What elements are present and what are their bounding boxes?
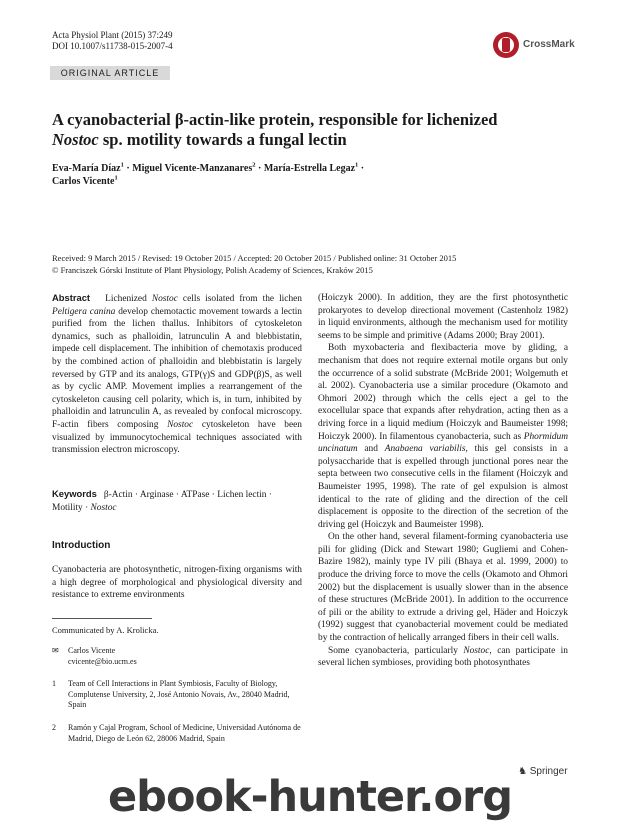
publication-dates [52, 252, 572, 276]
author-name[interactable]: Carlos Vicente [52, 176, 115, 187]
abstract: Abstract Lichenized Nostoc cells isolated from the lichen Peltigera canina develop chemotactic movement towards a lectin purified from the lichen thallus. Inhibitors of cytoskeleton dynamics, such as phalloidin, latrunculin A and blebbistatin, impede cell displacement. The inhibition of chemotaxis produced by the combined action of phalloidin and blebbistatin is largely reversed by GTP and its analogs, GTP(γ)S and GDP(β)S, as well as by cyclic AMP. Movement implies a rearrangement of the cytoskeleton causing cell polarity, which is, in turn, inhibited by phalloidin and latrunculin A, as revealed by confocal microscopy. F-actin fibers composing Nostoc cytoskeleton have been visualized by immunocytochemical techniques associated with transmission electron microscopy. [52, 292, 302, 456]
publisher-logo: ♞ Springer [518, 766, 568, 777]
author-name[interactable]: Eva-María Díaz [52, 163, 121, 174]
crossmark-badge[interactable] [493, 32, 573, 58]
author-name[interactable]: Miguel Vicente-Manzanares [132, 163, 253, 174]
author-list: Eva-María Díaz$^1$ · Miguel Vicente-Manzanares$^2$ · María-Estrella Legaz$^1$ · Carlos Vicente$^1$ [52, 161, 365, 187]
doi[interactable]: DOI 10.1007/s11738-015-2007-4 [52, 41, 173, 51]
affiliation: 1 Team of Cell Interactions in Plant Symbiosis, Faculty of Biology, Complutense University, 2, José Antonio Novais, Av., 28040 Madrid, Spain [52, 679, 290, 709]
keywords-label: Keywords [52, 488, 97, 499]
corresponding-author: ✉ Carlos Vicente cvicente@bio.ucm.es [52, 646, 302, 667]
email-link[interactable]: cvicente@bio.ucm.es [68, 656, 137, 666]
crossmark-icon [493, 32, 519, 58]
history-dates: Received: 9 March 2015 / Revised: 19 October 2015 / Accepted: 20 October 2015 / Published online: 31 October 2015 [52, 253, 457, 263]
section-heading: Introduction [52, 540, 111, 551]
article-title: A cyanobacterial β-actin-like protein, responsible for lichenized Nostoc sp. motility towards a fungal lectin [52, 110, 498, 149]
communicated-by: Communicated by A. Krolicka. [52, 625, 159, 635]
watermark: ebook-hunter.org [108, 772, 512, 822]
footnote-divider [52, 618, 152, 619]
author-name[interactable]: María-Estrella Legaz [263, 163, 356, 174]
copyright-notice: © Franciszek Górski Institute of Plant Physiology, Polish Academy of Sciences, Kraków 2015 [52, 265, 373, 275]
keywords: Keywords β-Actin · Arginase · ATPase · Lichen lectin · Motility · Nostoc [52, 488, 272, 513]
journal-citation: Acta Physiol Plant (2015) 37:249 [52, 30, 173, 40]
affiliation: 2 Ramón y Cajal Program, School of Medicine, Universidad Autónoma de Madrid, Diego de León 62, 28006 Madrid, Spain [52, 723, 301, 743]
abstract-label: Abstract [52, 292, 91, 303]
envelope-icon: ✉ [52, 646, 59, 655]
springer-horse-icon: ♞ [518, 766, 527, 777]
intro-paragraph: Cyanobacteria are photosynthetic, nitrogen-fixing organisms with a high degree of morphological and physiological diversity and resistance to extreme environments [52, 565, 302, 601]
article-type-badge: ORIGINAL ARTICLE [50, 66, 170, 80]
body-text-right: (Hoiczyk 2000). In addition, they are the first photosynthetic prokaryotes to develop directional movement (Castenholz 1982) in liquid environments, although the mechanism used for motility seems to be simple and primitive (Adams 2000; Bray 2001). Both myxobacteria and flexibacteria move by gliding, a mechanism that does not require external motile organs but only the occurrence of a solid substrate (McBride 2001; Wolgemuth et al. 2002). Cyanobacteria use a similar procedure (Okamoto and Ohmori 2002) through which the cells eject a gel to the exocellular space that expands after rehydration, acting then as a driving force in a liquid medium (Hoiczyk and Baumeister 1998; Hoiczyk 2000). In filamentous cyanobacteria, such as Phormidum uncinatum and Anabaena variabilis, this gel consists in a polysaccharide that is expelled through junctional pores near the septa between two consecutive cells in the filament (Hoiczyk and Baumeister 1995, 1998). The rate of gel expulsion is almost identical to the rate of gliding and the direction of the cell displacement is opposite to the direction of the secretion of the driving gel (Hoiczyk and Baumeister 1998). On the other hand, several filament-forming cyanobacteria use pili for gliding (Dick and Stewart 1980; Gugliemi and Cohen-Bazire 1982), mainly type IV pili (Bhaya et al. 1999, 2000) to produce the driving force to move the cells (Okamoto and Ohmori 2002) but the displacement is usually slower than in the absence of these structures (McBride 2001). In addition to the occurrence of pili or the ability to extrude a driving gel, Häder and Hoiczyk (1992) suggest that cyanobacterial movement could be mediated by the contraction of helically arranged fibers in their cell walls. Some cyanobacteria, particularly Nostoc, can participate in several lichen symbioses, providing both photosynthates [318, 293, 568, 669]
crossmark-label: CrossMark [523, 39, 575, 50]
